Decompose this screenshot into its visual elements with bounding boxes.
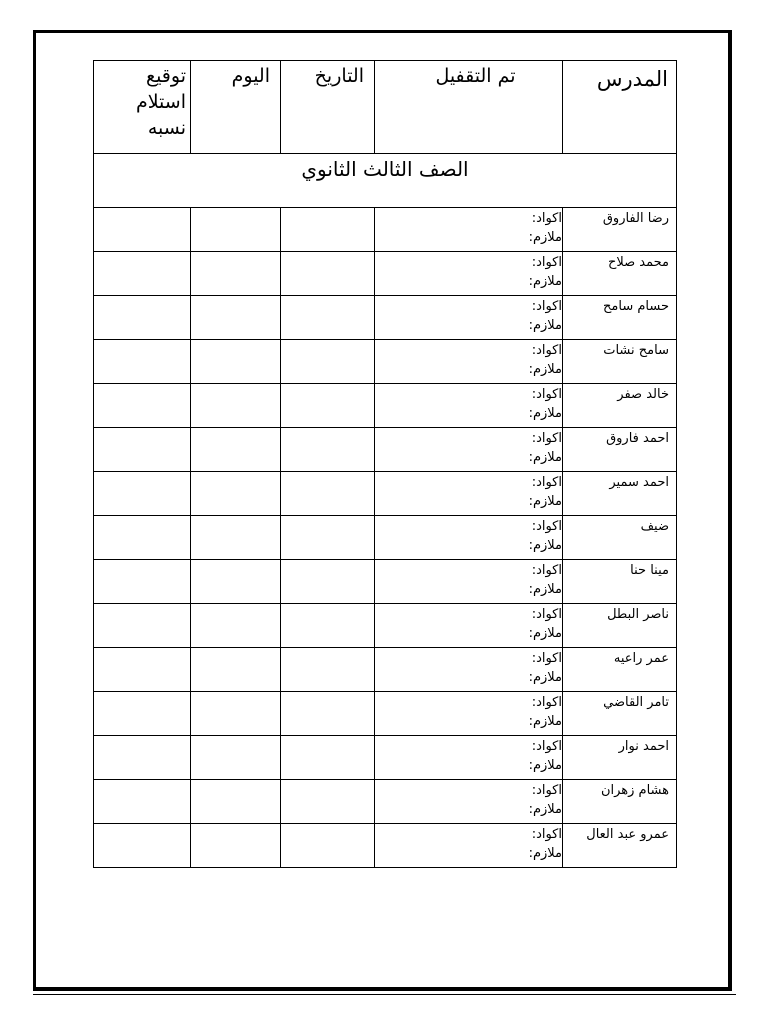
table-row [94, 208, 677, 252]
day-cell[interactable] [191, 780, 281, 824]
closed-cell [375, 252, 563, 296]
notes-label: ملازم: [528, 362, 562, 377]
notes-label: ملازم: [528, 494, 562, 509]
closed-cell [375, 824, 563, 868]
closed-cell [375, 604, 563, 648]
table-row [94, 516, 677, 560]
page-border-line [33, 994, 736, 995]
date-cell[interactable] [281, 472, 375, 516]
table-row [94, 252, 677, 296]
date-cell[interactable] [281, 780, 375, 824]
notes-label: ملازم: [528, 802, 562, 817]
teacher-name: حسام سامح [563, 296, 677, 340]
codes-label: اكواد: [531, 431, 562, 446]
day-cell[interactable] [191, 384, 281, 428]
day-cell[interactable] [191, 252, 281, 296]
closed-cell [375, 340, 563, 384]
notes-label: ملازم: [528, 846, 562, 861]
grade-row [94, 154, 677, 208]
codes-label: اكواد: [531, 519, 562, 534]
date-cell[interactable] [281, 692, 375, 736]
day-cell[interactable] [191, 208, 281, 252]
signature-cell[interactable] [94, 472, 191, 516]
grade-title: الصف الثالث الثانوي [94, 154, 677, 208]
codes-label: اكواد: [531, 695, 562, 710]
header-date: التاريخ [281, 61, 375, 154]
closed-cell [375, 736, 563, 780]
teacher-name: رضا الفاروق [563, 208, 677, 252]
table-row [94, 736, 677, 780]
header-signature: توقيع استلام نسبه [94, 61, 191, 154]
header-day: اليوم [191, 61, 281, 154]
codes-label: اكواد: [531, 651, 562, 666]
teacher-name: خالد صفر [563, 384, 677, 428]
day-cell[interactable] [191, 736, 281, 780]
table-row [94, 780, 677, 824]
signature-cell[interactable] [94, 208, 191, 252]
teacher-name: سامح نشات [563, 340, 677, 384]
closed-cell [375, 560, 563, 604]
teacher-name: مينا حنا [563, 560, 677, 604]
header-teacher: المدرس [563, 61, 677, 154]
notes-label: ملازم: [528, 670, 562, 685]
table-row [94, 648, 677, 692]
signature-cell[interactable] [94, 516, 191, 560]
teacher-name: عمرو عبد العال [563, 824, 677, 868]
day-cell[interactable] [191, 516, 281, 560]
date-cell[interactable] [281, 296, 375, 340]
date-cell[interactable] [281, 384, 375, 428]
header-closed: تم التقفيل [375, 61, 563, 154]
codes-label: اكواد: [531, 299, 562, 314]
teacher-name: ناصر البطل [563, 604, 677, 648]
closed-cell [375, 472, 563, 516]
closed-cell [375, 384, 563, 428]
signature-cell[interactable] [94, 428, 191, 472]
table-row [94, 692, 677, 736]
closed-cell [375, 208, 563, 252]
header-row [94, 61, 677, 154]
codes-label: اكواد: [531, 255, 562, 270]
date-cell[interactable] [281, 736, 375, 780]
table-row [94, 560, 677, 604]
closed-cell [375, 648, 563, 692]
date-cell[interactable] [281, 516, 375, 560]
date-cell[interactable] [281, 824, 375, 868]
notes-label: ملازم: [528, 626, 562, 641]
day-cell[interactable] [191, 692, 281, 736]
date-cell[interactable] [281, 340, 375, 384]
date-cell[interactable] [281, 252, 375, 296]
closed-cell [375, 516, 563, 560]
codes-label: اكواد: [531, 387, 562, 402]
table-row [94, 428, 677, 472]
notes-label: ملازم: [528, 538, 562, 553]
signature-cell[interactable] [94, 692, 191, 736]
date-cell[interactable] [281, 428, 375, 472]
day-cell[interactable] [191, 340, 281, 384]
day-cell[interactable] [191, 824, 281, 868]
teachers-table [93, 60, 677, 868]
teacher-name: عمر راعيه [563, 648, 677, 692]
signature-cell[interactable] [94, 604, 191, 648]
notes-label: ملازم: [528, 450, 562, 465]
signature-cell[interactable] [94, 340, 191, 384]
signature-cell[interactable] [94, 648, 191, 692]
table-row [94, 472, 677, 516]
notes-label: ملازم: [528, 758, 562, 773]
codes-label: اكواد: [531, 739, 562, 754]
table-row [94, 384, 677, 428]
codes-label: اكواد: [531, 783, 562, 798]
notes-label: ملازم: [528, 714, 562, 729]
notes-label: ملازم: [528, 406, 562, 421]
table-row [94, 824, 677, 868]
day-cell[interactable] [191, 428, 281, 472]
table-row [94, 340, 677, 384]
teacher-name: احمد نوار [563, 736, 677, 780]
teacher-name: هشام زهران [563, 780, 677, 824]
teacher-name: تامر القاضي [563, 692, 677, 736]
notes-label: ملازم: [528, 318, 562, 333]
notes-label: ملازم: [528, 582, 562, 597]
date-cell[interactable] [281, 648, 375, 692]
codes-label: اكواد: [531, 607, 562, 622]
closed-cell [375, 296, 563, 340]
notes-label: ملازم: [528, 230, 562, 245]
closed-cell [375, 692, 563, 736]
day-cell[interactable] [191, 560, 281, 604]
date-cell[interactable] [281, 604, 375, 648]
codes-label: اكواد: [531, 475, 562, 490]
notes-label: ملازم: [528, 274, 562, 289]
signature-cell[interactable] [94, 252, 191, 296]
signature-cell[interactable] [94, 824, 191, 868]
teacher-name: ضيف [563, 516, 677, 560]
signature-cell[interactable] [94, 384, 191, 428]
date-cell[interactable] [281, 560, 375, 604]
signature-cell[interactable] [94, 296, 191, 340]
closed-cell [375, 428, 563, 472]
day-cell[interactable] [191, 648, 281, 692]
table-row [94, 296, 677, 340]
codes-label: اكواد: [531, 211, 562, 226]
signature-cell[interactable] [94, 780, 191, 824]
table-row [94, 604, 677, 648]
closed-cell [375, 780, 563, 824]
day-cell[interactable] [191, 604, 281, 648]
day-cell[interactable] [191, 472, 281, 516]
signature-cell[interactable] [94, 736, 191, 780]
teacher-name: احمد سمير [563, 472, 677, 516]
day-cell[interactable] [191, 296, 281, 340]
teacher-name: محمد صلاح [563, 252, 677, 296]
signature-cell[interactable] [94, 560, 191, 604]
date-cell[interactable] [281, 208, 375, 252]
teacher-name: احمد فاروق [563, 428, 677, 472]
codes-label: اكواد: [531, 343, 562, 358]
codes-label: اكواد: [531, 563, 562, 578]
codes-label: اكواد: [531, 827, 562, 842]
